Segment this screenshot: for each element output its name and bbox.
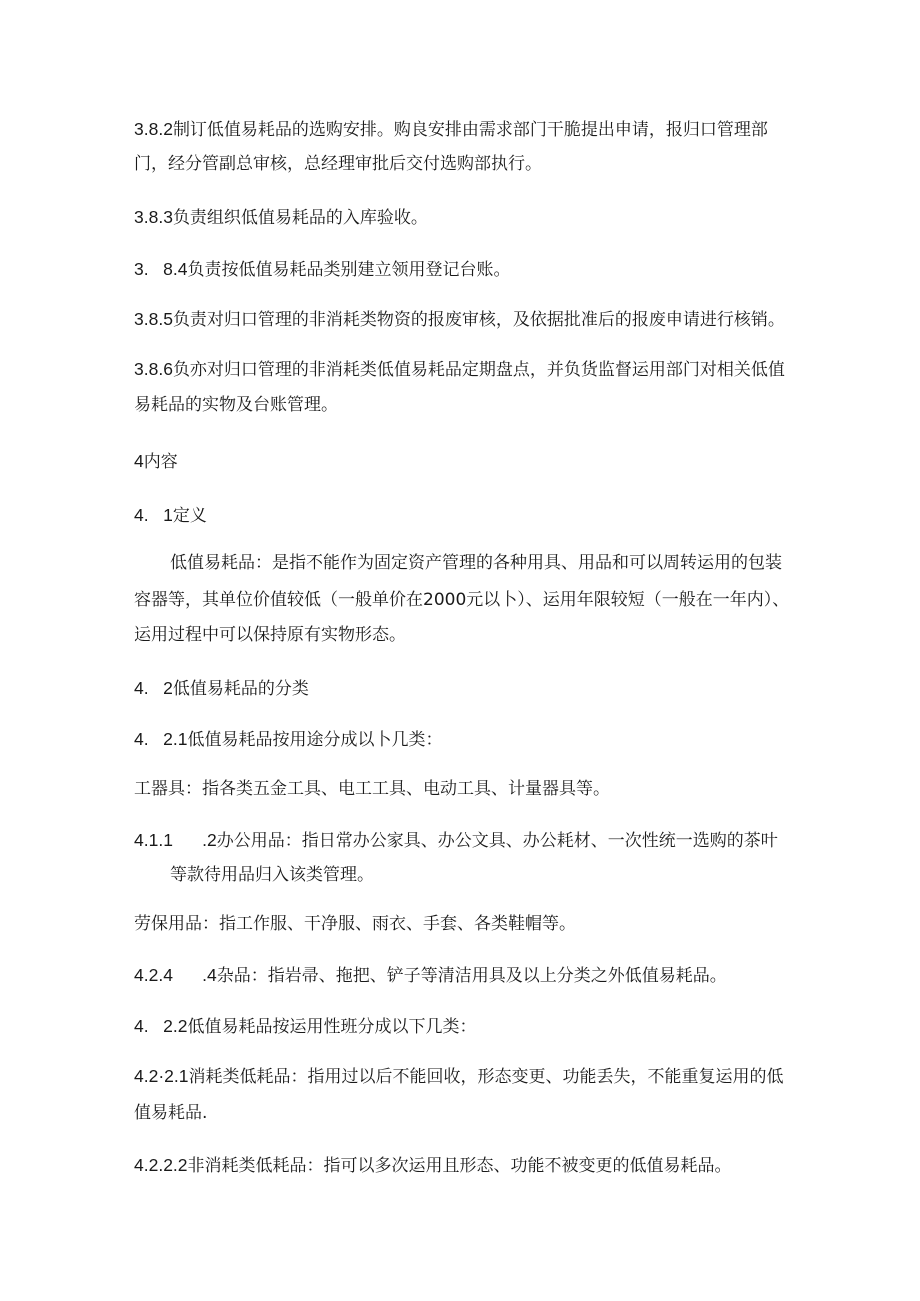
category-tools [134, 777, 610, 801]
section-number: 3.8.5 [134, 309, 173, 329]
category-misc [134, 963, 727, 988]
paragraph-text: 工器具：指各类五金工具、电工工具、电动工具、计量器具等。 [134, 779, 610, 799]
section-number: 4. 1 [134, 505, 173, 525]
paragraph-text: 门，经分管副总审核，总经理审批后交付选购部执行。 [134, 154, 542, 174]
heading-text: 内容 [143, 452, 178, 472]
section-number: 4.2.4 .4 [134, 965, 217, 985]
paragraph-text: 制订低值易耗品的选购安排。购良安排由需求部门干脆提出申请，报归口管理部 [172, 120, 768, 140]
definition-line-2 [134, 588, 789, 612]
section-number: 3. 8.4 [134, 259, 188, 279]
paragraph-text: 杂品：指岩帚、拖把、铲子等清洁用具及以上分类之外低值易耗品。 [216, 966, 727, 986]
section-number: 4. 2.2 [134, 1016, 188, 1036]
section-4-2-heading [134, 676, 309, 701]
paragraph-text: 办公用品：指日常办公家具、办公文具、办公耗材、一次性统一选购的茶叶 [216, 831, 778, 851]
paragraph-text: 容器等，其单位价值较低（一般单价在2000元以卜）、运用年限较短（一般在一年内）、 [134, 590, 790, 610]
heading-text: 定义 [172, 506, 207, 526]
paragraph-3-8-6-line-1 [134, 357, 785, 382]
paragraph-3-8-3 [134, 205, 428, 230]
definition-line-3 [134, 623, 406, 647]
paragraph-text: 易耗品的实物及台账管理。 [134, 395, 338, 415]
paragraph-3-8-4 [134, 257, 511, 282]
paragraph-text: 低值易耗品按运用性班分成以下几类： [187, 1017, 477, 1037]
section-number: 4.2·2.1 [134, 1066, 189, 1086]
definition-line-1 [170, 551, 782, 575]
paragraph-3-8-2-line-1 [134, 117, 768, 142]
category-labor [134, 912, 576, 936]
section-4-2-2-1-line-2 [134, 1101, 207, 1125]
section-4-2-2 [134, 1014, 477, 1039]
paragraph-text: 低值易耗品按用途分成以卜几类： [187, 730, 443, 750]
paragraph-3-8-2-line-2 [134, 152, 542, 176]
paragraph-3-8-5 [134, 307, 785, 332]
section-number: 4.2.2.2 [134, 1155, 188, 1175]
paragraph-text: 负责对归口管理的非消耗类物资的报废审核，及依据批准后的报废申请进行核销。 [172, 310, 785, 330]
category-office-line-2 [170, 863, 374, 887]
section-number: 3.8.2 [134, 119, 173, 139]
section-number: 3.8.6 [134, 359, 173, 379]
section-number: 4. 2 [134, 678, 173, 698]
section-number: 4.1.1 .2 [134, 830, 217, 850]
paragraph-text: 等款待用品归入该类管理。 [170, 865, 374, 885]
heading-text: 低值易耗品的分类 [172, 679, 309, 699]
paragraph-text: 非消耗类低耗品：指可以多次运用且形态、功能不被变更的低值易耗品。 [187, 1156, 732, 1176]
category-office-line-1 [134, 828, 778, 853]
paragraph-text: 低值易耗品：是指不能作为固定资产管理的各种用具、用品和可以周转运用的包装 [170, 553, 782, 573]
section-4-heading [134, 449, 178, 474]
paragraph-text: 运用过程中可以保持原有实物形态。 [134, 625, 406, 645]
paragraph-text: 负责组织低值易耗品的入库验收。 [172, 208, 428, 228]
paragraph-text: 负亦对归口管理的非消耗类低值易耗品定期盘点，并负货监督运用部门对相关低值 [172, 360, 785, 380]
paragraph-3-8-6-line-2 [134, 393, 338, 417]
section-4-2-2-1-line-1 [134, 1064, 783, 1089]
section-4-2-1 [134, 727, 443, 752]
paragraph-text: 负责按低值易耗品类别建立领用登记台账。 [187, 260, 511, 280]
section-4-2-2-2 [134, 1153, 732, 1178]
section-number: 3.8.3 [134, 207, 173, 227]
paragraph-text: 值易耗品. [134, 1103, 208, 1123]
section-number: 4. 2.1 [134, 729, 188, 749]
section-number: 4 [134, 451, 144, 471]
section-4-1-heading [134, 503, 207, 528]
paragraph-text: 消耗类低耗品：指用过以后不能回收，形态变更、功能丢失，不能重复运用的低 [188, 1067, 784, 1087]
paragraph-text: 劳保用品：指工作服、干净服、雨衣、手套、各类鞋帽等。 [134, 914, 576, 934]
